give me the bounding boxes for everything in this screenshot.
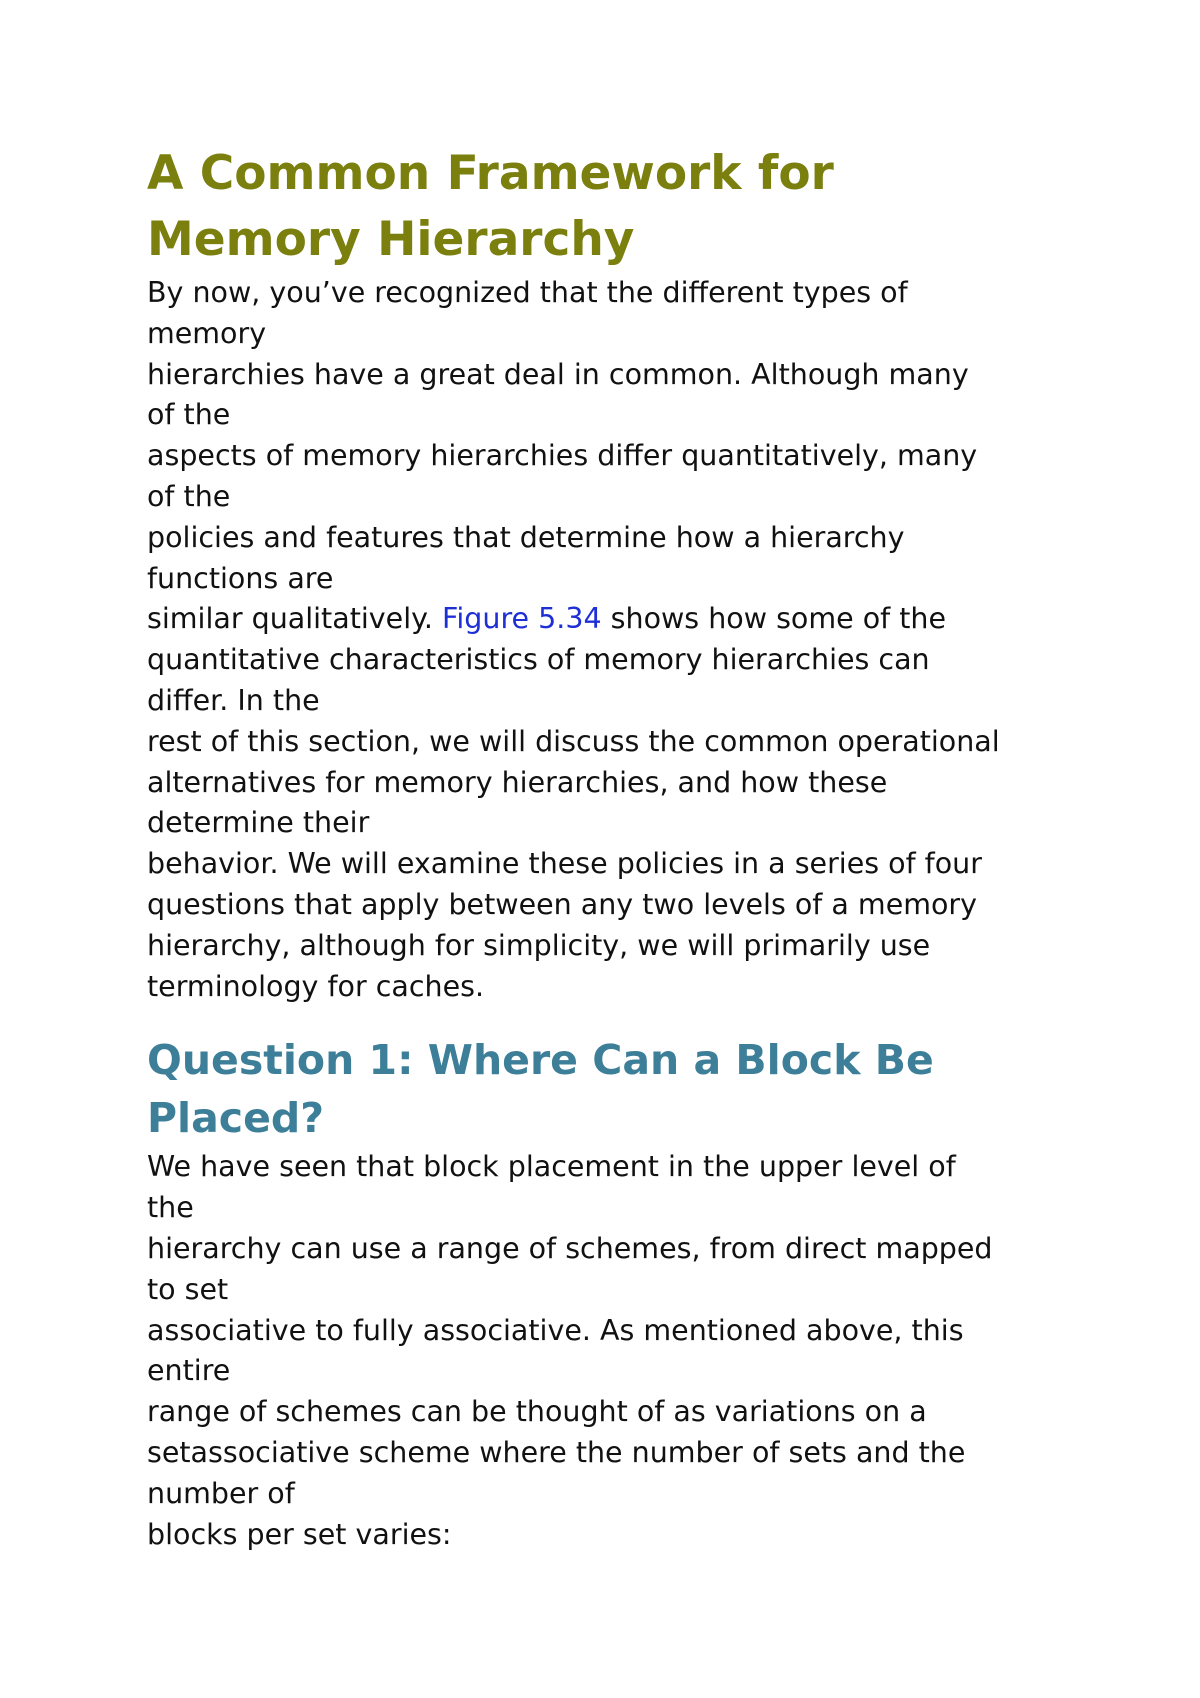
question-1-heading-line-2: Placed? bbox=[147, 1094, 325, 1143]
page-title-line-1: A Common Framework for bbox=[147, 146, 834, 201]
page-title bbox=[147, 141, 1087, 273]
intro-figure-line bbox=[147, 599, 1087, 640]
intro-line: rest of this section, we will discuss the common operational bbox=[147, 724, 1000, 758]
question-1-line: We have seen that block placement in the upper level of bbox=[147, 1150, 956, 1184]
question-1-line: associative to fully associative. As mentioned above, this bbox=[147, 1313, 964, 1347]
intro-line: By now, you’ve recognized that the different types of bbox=[147, 276, 908, 309]
question-1-paragraph bbox=[147, 1147, 1087, 1555]
question-1-line: to set bbox=[147, 1272, 229, 1306]
question-1-heading-line-1: Question 1: Where Can a Block Be bbox=[147, 1036, 934, 1085]
intro-line: memory bbox=[147, 316, 267, 350]
question-1-heading bbox=[147, 1031, 1087, 1147]
intro-figure-prefix: similar qualitatively. bbox=[147, 602, 443, 636]
intro-line: determine their bbox=[147, 806, 370, 840]
intro-line: policies and features that determine how a hierarchy bbox=[147, 520, 905, 554]
intro-line: hierarchy, although for simplicity, we will primarily use bbox=[147, 928, 931, 962]
question-1-line: the bbox=[147, 1191, 194, 1225]
page-title-line-2: Memory Hierarchy bbox=[147, 212, 635, 267]
intro-line: terminology for caches. bbox=[147, 969, 485, 1003]
figure-5-34-link[interactable]: Figure 5.34 bbox=[442, 602, 602, 636]
intro-line: differ. In the bbox=[147, 683, 320, 717]
intro-line: functions are bbox=[147, 561, 334, 595]
intro-line: quantitative characteristics of memory hierarchies can bbox=[147, 643, 930, 677]
intro-line: hierarchies have a great deal in common. Although many bbox=[147, 357, 969, 391]
question-1-line: hierarchy can use a range of schemes, from direct mapped bbox=[147, 1231, 993, 1265]
intro-line: behavior. We will examine these policies in a series of four bbox=[147, 847, 982, 881]
question-1-line: setassociative scheme where the number of sets and the bbox=[147, 1435, 966, 1469]
question-1-line: number of bbox=[147, 1476, 295, 1510]
intro-line: alternatives for memory hierarchies, and how these bbox=[147, 765, 888, 799]
intro-figure-suffix: shows how some of the bbox=[601, 602, 947, 636]
question-1-line: blocks per set varies: bbox=[147, 1517, 452, 1551]
intro-line: questions that apply between any two levels of a memory bbox=[147, 887, 978, 921]
intro-line: of the bbox=[147, 479, 231, 513]
intro-line: of the bbox=[147, 398, 231, 432]
intro-line: aspects of memory hierarchies differ quantitatively, many bbox=[147, 439, 978, 473]
question-1-line: range of schemes can be thought of as variations on a bbox=[147, 1395, 927, 1429]
intro-paragraph bbox=[147, 273, 1087, 1007]
question-1-line: entire bbox=[147, 1354, 231, 1388]
document-page bbox=[147, 141, 1087, 1555]
